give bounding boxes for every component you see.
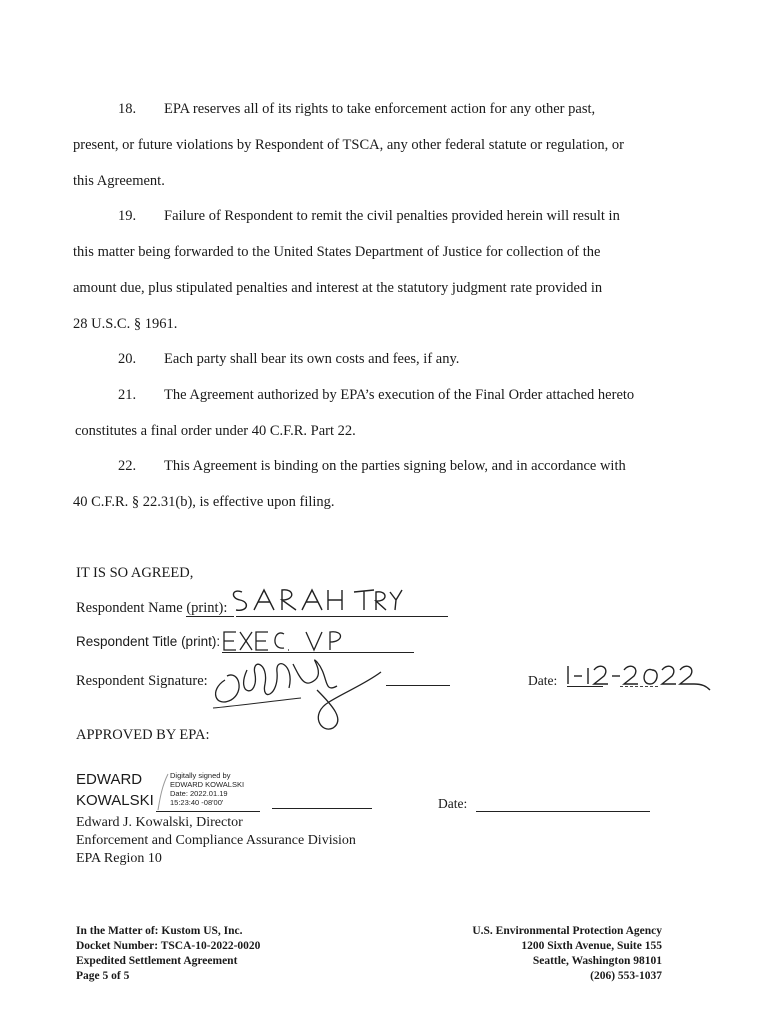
respondent-signature-handwriting <box>205 650 385 732</box>
respondent-name-label-text: Respondent Name (print): <box>76 600 228 616</box>
signer-division: Enforcement and Compliance Assurance Division <box>76 833 356 848</box>
paragraph-number: 21. <box>118 387 137 403</box>
respondent-signature-line <box>386 685 450 686</box>
paragraph-text: Each party shall bear its own costs and fees, if any. <box>164 351 460 367</box>
signer-region: EPA Region 10 <box>76 851 162 866</box>
footer-street: 1200 Sixth Avenue, Suite 155 <box>521 940 662 952</box>
paragraph-20-line <box>118 350 459 368</box>
paragraph-18-first-line <box>118 100 595 118</box>
paragraph-number: 19. <box>118 208 137 224</box>
paragraph-line: this Agreement. <box>73 173 165 189</box>
footer-document-type: Expedited Settlement Agreement <box>76 955 238 967</box>
epa-signature-line <box>272 808 372 809</box>
respondent-name-label <box>76 599 227 617</box>
footer-matter: In the Matter of: Kustom US, Inc. <box>76 925 243 937</box>
epa-date-label: Date: <box>438 796 468 811</box>
signer-name: Edward J. Kowalski, Director <box>76 815 243 830</box>
paragraph-text: The Agreement authorized by EPA’s execution of the Final Order attached hereto <box>164 387 635 403</box>
digital-signature-detail-line: Date: 2022.01.19 <box>170 789 228 798</box>
paragraph-number: 22. <box>118 458 137 474</box>
footer-phone: (206) 553-1037 <box>590 970 662 982</box>
digital-signature-stroke <box>156 772 170 812</box>
respondent-date-handwriting <box>564 660 714 694</box>
paragraph-number: 20. <box>118 351 137 367</box>
digital-signer-first-name: EDWARD <box>76 771 143 788</box>
footer-agency: U.S. Environmental Protection Agency <box>472 925 662 937</box>
respondent-title-label: Respondent Title (print): <box>76 634 221 649</box>
paragraph-line: constitutes a final order under 40 C.F.R. Part 22. <box>75 423 356 439</box>
digital-signer-last-name: KOWALSKI <box>76 792 154 809</box>
paragraph-22-first-line <box>118 457 626 475</box>
digital-signature-detail-line: 15:23:40 -08'00' <box>170 798 224 807</box>
respondent-date-label: Date: <box>528 673 558 688</box>
paragraph-line: 28 U.S.C. § 1961. <box>73 316 178 332</box>
paragraph-19-first-line <box>118 207 620 225</box>
paragraph-text: This Agreement is binding on the parties signing below, and in accordance with <box>164 458 626 474</box>
digital-signature-detail-line: EDWARD KOWALSKI <box>170 780 245 789</box>
paragraph-text: EPA reserves all of its rights to take enforcement action for any other past, <box>164 101 596 117</box>
approval-heading: APPROVED BY EPA: <box>76 727 210 743</box>
paragraph-number: 18. <box>118 101 137 117</box>
digital-signature-underline <box>156 811 260 812</box>
digital-signature-details <box>170 771 244 807</box>
digital-signature-detail-line: Digitally signed by <box>170 771 231 780</box>
paragraph-text: Failure of Respondent to remit the civil penalties provided herein will result in <box>164 208 620 224</box>
agreement-heading: IT IS SO AGREED, <box>76 565 194 581</box>
paragraph-21-first-line <box>118 386 634 404</box>
epa-date-line <box>476 811 650 812</box>
paragraph-line: this matter being forwarded to the United States Department of Justice for collection of the <box>73 244 601 260</box>
paragraph-line: 40 C.F.R. § 22.31(b), is effective upon filing. <box>73 494 335 510</box>
print-underline <box>186 616 234 617</box>
paragraph-line: amount due, plus stipulated penalties and interest at the statutory judgment rate provided in <box>73 280 603 296</box>
footer-right <box>420 924 662 984</box>
respondent-signature-label: Respondent Signature: <box>76 673 208 689</box>
paragraph-line: present, or future violations by Respondent of TSCA, any other federal statute or regulation, or <box>73 137 624 153</box>
footer-page-number: Page 5 of 5 <box>76 970 130 982</box>
footer-left <box>76 924 260 984</box>
footer-docket: Docket Number: TSCA-10-2022-0020 <box>76 940 261 952</box>
respondent-name-handwriting <box>228 582 408 618</box>
footer-city: Seattle, Washington 98101 <box>532 955 662 967</box>
